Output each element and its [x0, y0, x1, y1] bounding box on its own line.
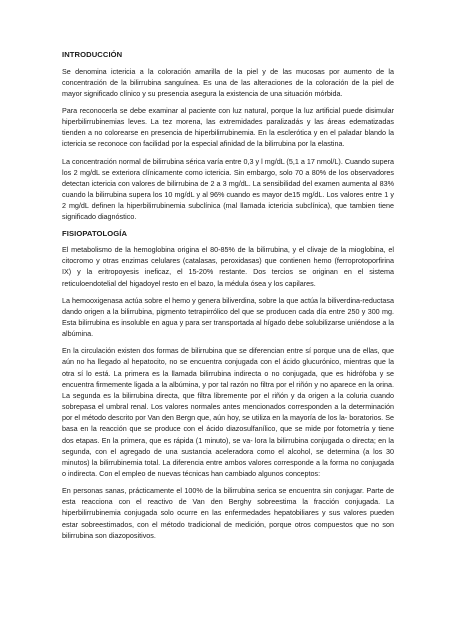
document-page: [62, 50, 394, 547]
paragraph: La concentración normal de bilirrubina sérica varía entre 0,3 y l mg/dL (5,1 a 17 nmol/L). Cuando supera los 2 mg/dL se exteriora clínicamente como ictericia. Sin embargo, solo 70 a 80% de los observadores detectan ictericia con valores de bilirrubina de 2 a 3 mg/dL. La sensibilidad del examen aumenta al 83% cuando la bilirrubina supera los 10 mg/dL y al 96% cuando es mayor de15 mg/dL. Los valores entre 1 y 2 mg/dL definen la hiperbilirrubinemia subclínica (mal llamada ictericia subclínica), que tambien tiene significado diagnóstico.: [62, 156, 394, 222]
section-heading-fisiopatologia: FISIOPATOLOGÍA: [62, 228, 128, 238]
section-heading-introduccion: INTRODUCCIÓN: [62, 50, 123, 59]
paragraph: En personas sanas, prácticamente el 100% de la bilirrubina serica se encuentra sin conjugar. Parte de esta reacciona con el reactivo de Van den Berghy sobreestima la fracción conjugada. La hiperbilirrubinemia conjugada solo ocurre en las enfermedades hepatobiliares y sus valores pueden estar sobreestimados, con el método tradicional de medición, porque otros compuestos que no son bilirrubina son diazopositivos.: [62, 486, 394, 540]
paragraph: Para reconocerla se debe examinar al paciente con luz natural, porque la luz artificial puede disimular hiperbilirrubinemias leves. La tez morena, las extremidades paralizadás y las áreas edematizadas tienden a no colorearse en presencia de hiperbilirrubinemia. En la esclerótica y en el paladar blando la ictericia se reconoce con facilidad por la especial afinidad de la bilirrubina por la elastina.: [62, 105, 394, 149]
paragraph: En la circulación existen dos formas de bilirrubina que se diferencian entre sí porque una de ellas, que aún no ha llegado al hepatocito, no se encuentra conjugada con el ácido glucurónico, mientras que la otra sí lo está. La primera es la llamada bilirrubina indirecta o no conjugada, que es hidrófoba y se encuentra firmemente ligada a la albúmina, y por tal razón no filtra por el riñón y no aparece en la orina. La segunda es la bilirrubina directa, que filtra libremente por el riñón y da origen a la coluria cuando sobrepasa el umbral renal. Los valores normales antes mencionados corresponden a la determinación por el método descrito por Van den Bergn que, aún hoy, se utiliza en la mayoría de los la- boratorios. Se basa en la reacción que se produce con el ácido diazosulfanílico, que se mide por fotometría y tiene dos etapas. En la primera, que es rápida (1 minuto), se va- lora la bilirrubina conjugada o directa; en la segunda, con el agregado de una sustancia aceleradora como el alcohol, se determina (a los 30 minutos) la bilirrubinemia total. La diferencia entre ambos valores corresponde a la forma no conjugada o indirecta. Con el empleo de nuevas técnicas han cambiado algunos conceptos:: [62, 346, 394, 478]
paragraph: La hemooxigenasa actúa sobre el hemo y genera biliverdina, sobre la que actúa la biliverdina-reductasa dando origen a la bilirrubina, pigmento tetrapirrólico del que se producen cada día entre 250 y 300 mg. Esta bilirrubina es insoluble en agua y para ser transportada al hígado debe solubilizarse uniéndose a la albúmina.: [62, 295, 394, 339]
paragraph: Se denomina ictericia a la coloración amarilla de la piel y de las mucosas por aumento de la concentración de la bilirrubina sanguínea. Es una de las alteraciones de la coloración de la piel de mayor significado clínico y su presencia asegura la existencia de una situación mórbida.: [62, 66, 394, 98]
paragraph: El metabolismo de la hemoglobina origina el 80-85% de la bilirrubina, y el clivaje de la mioglobina, el citocromo y otras enzimas celulares (catalasas, peroxidasas) que contienen hemo (ferroprotoporfirina IX) y la eritropoyesis ineficaz, el 15-20% restante. Dos tercios se originan en el sistema reticuloendotelial del higadoyel resto en el bazo, la médula ósea y los capilares.: [62, 245, 394, 288]
